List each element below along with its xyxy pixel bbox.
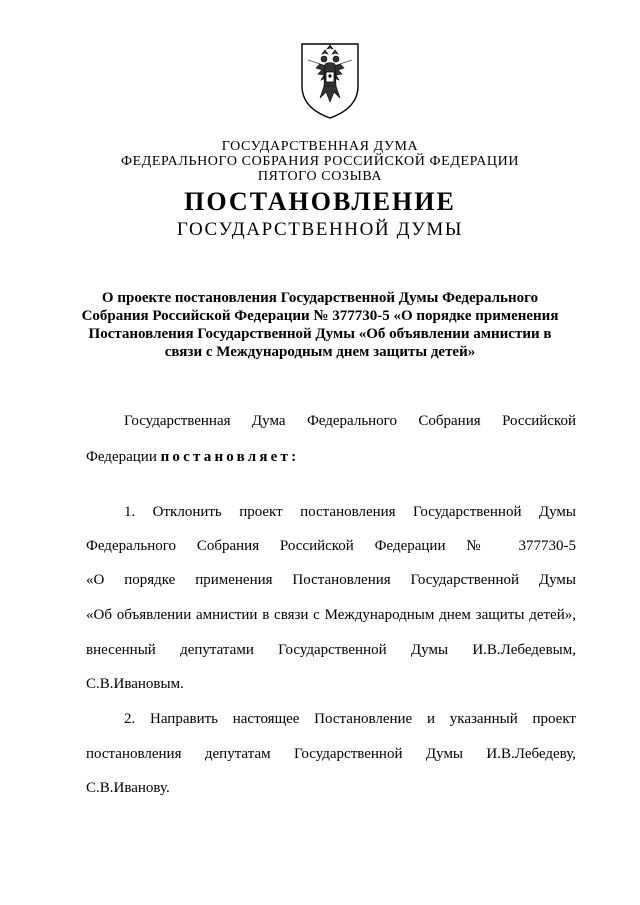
assembly-name: ФЕДЕРАЛЬНОГО СОБРАНИЯ РОССИЙСКОЙ ФЕДЕРАЦИИ (120, 154, 520, 169)
clause-1-line: 1. Отклонить проект постановления Государственной Думы (124, 504, 576, 520)
preamble-text: Федерации (86, 449, 161, 465)
coat-of-arms-icon (298, 42, 362, 120)
document-type: ПОСТАНОВЛЕНИЕ (184, 187, 456, 216)
clause-1-line: Федерального Собрания Российской Федерации № 377730-5 (86, 538, 576, 554)
clause-1-line: С.В.Ивановым. (86, 676, 184, 692)
resolution-title-line: О проекте постановления Государственной Думы Федерального (101, 290, 539, 306)
preamble-line: Государственная Дума Федерального Собрания Российской (124, 413, 576, 429)
document-issuer: ГОСУДАРСТВЕННОЙ ДУМЫ (176, 219, 464, 240)
resolution-title-line: связи с Международным днем защиты детей» (164, 344, 476, 360)
institution-name: ГОСУДАРСТВЕННАЯ ДУМА (221, 139, 419, 154)
convocation: ПЯТОГО СОЗЫВА (257, 169, 383, 184)
operative-verb: постановляет: (160, 449, 300, 465)
clause-2-line: постановления депутатам Государственной Думы И.В.Лебедеву, (86, 746, 576, 762)
clause-2-line: 2. Направить настоящее Постановление и указанный проект (124, 711, 576, 727)
clause-2-line: С.В.Иванову. (86, 780, 170, 796)
clause-1-line: «Об объявлении амнистии в связи с Международным днем защиты детей», (86, 607, 576, 623)
resolution-title-line: Собрания Российской Федерации № 377730-5 «О порядке применения (81, 308, 559, 324)
preamble-line (86, 448, 576, 466)
resolution-title-line: Постановления Государственной Думы «Об объявлении амнистии в (88, 326, 552, 342)
clause-1-line: «О порядке применения Постановления Государственной Думы (86, 572, 576, 588)
clause-1-line: внесенный депутатами Государственной Думы И.В.Лебедевым, (86, 642, 576, 658)
